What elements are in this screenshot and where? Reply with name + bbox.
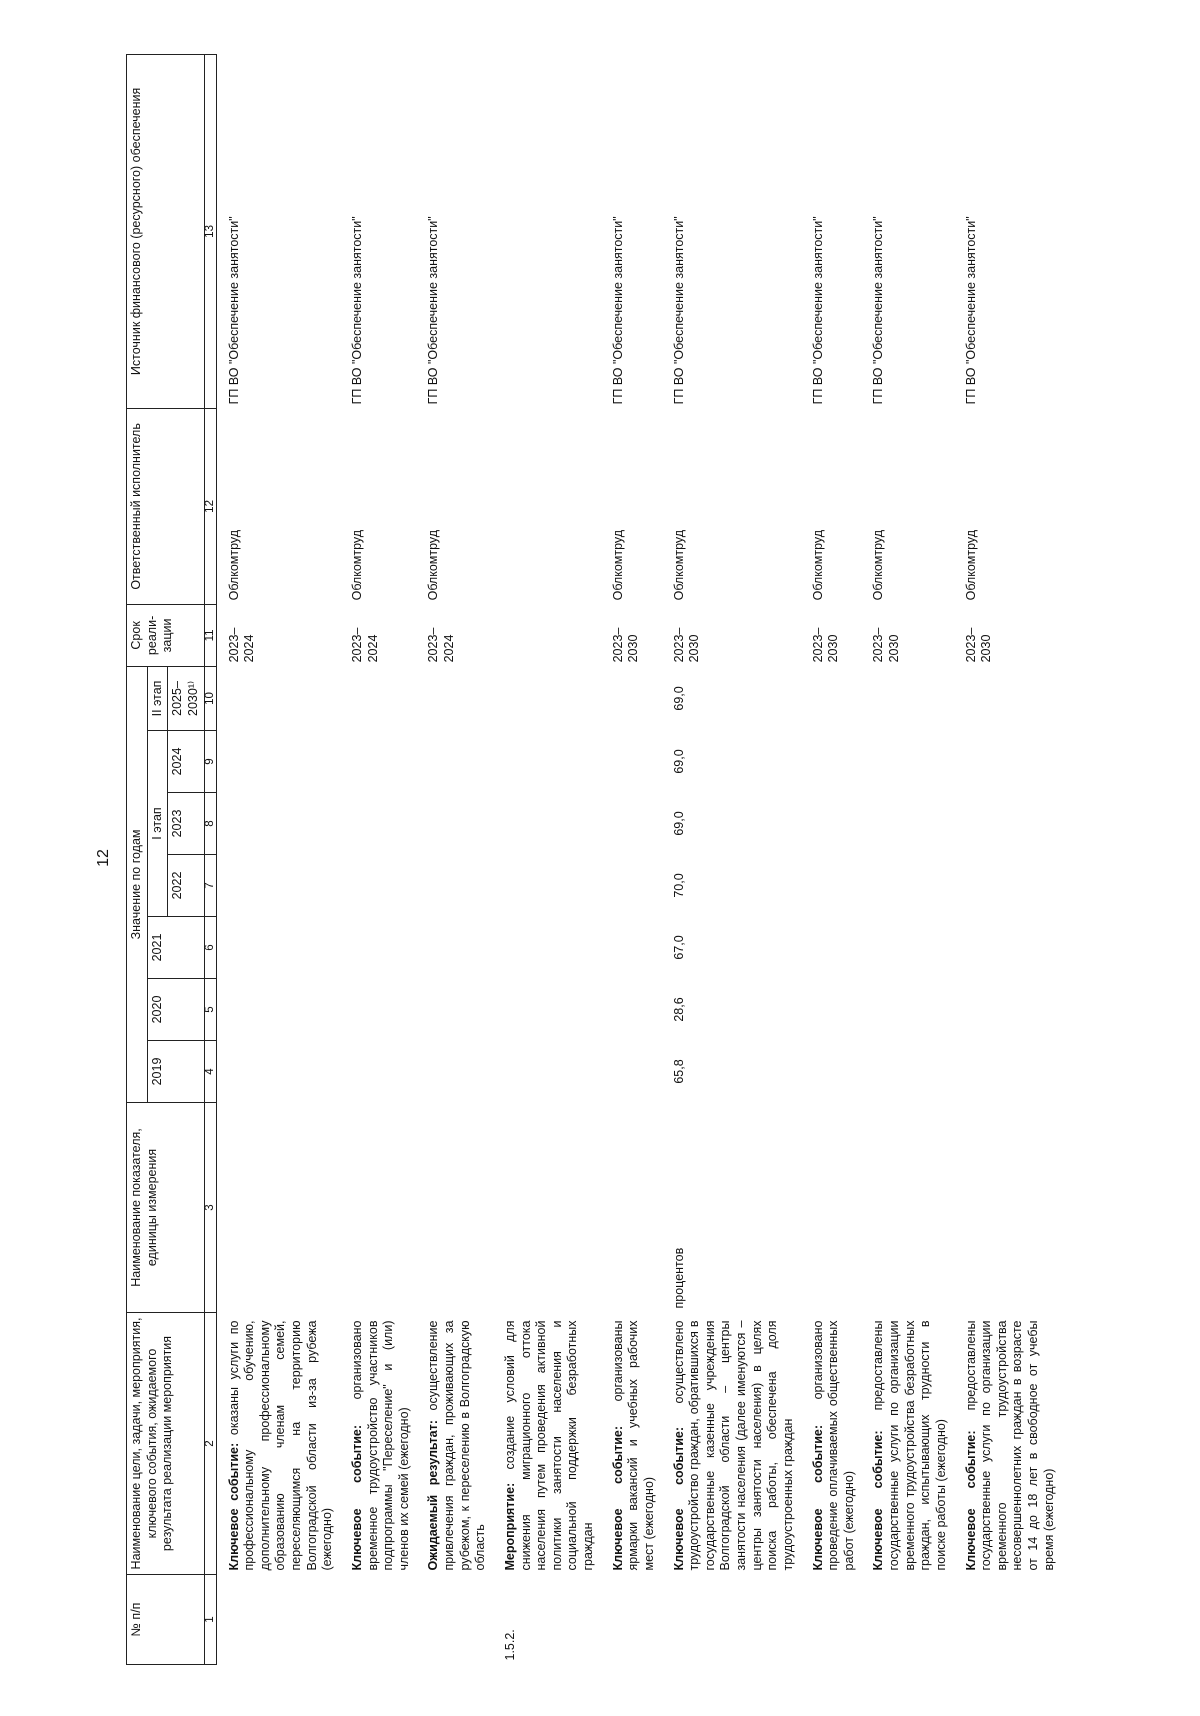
row-value-2021 xyxy=(601,917,662,979)
row-value-2020 xyxy=(216,979,340,1041)
row-value-2024 xyxy=(416,731,493,793)
row-code xyxy=(416,1575,493,1665)
header-name: Наименование цели, задачи, мероприятия, ключевого события, ожидаемого результата реализации мероприятия xyxy=(127,1313,205,1575)
row-value-2025 xyxy=(493,666,601,730)
column-number: 6 xyxy=(204,917,216,979)
row-name xyxy=(601,1313,662,1575)
table-row xyxy=(416,54,493,1664)
row-value-2024 xyxy=(216,731,340,793)
header-stage2: II этап xyxy=(147,666,168,730)
row-value-2019 xyxy=(216,1041,340,1103)
row-kind: Ключевое событие: xyxy=(226,1442,241,1571)
row-value-2025 xyxy=(954,666,1062,730)
row-code xyxy=(601,1575,662,1665)
row-term: 2023–2030 xyxy=(871,627,901,663)
row-source: ГП ВО "Обеспечение занятости" xyxy=(426,216,441,405)
table-row xyxy=(216,54,340,1664)
column-number: 3 xyxy=(204,1103,216,1313)
row-value-2025 xyxy=(801,666,862,730)
row-code: 1.5.2. xyxy=(502,1629,517,1661)
row-value-2025: 69,0 xyxy=(671,686,686,711)
row-kind: Ключевое событие: xyxy=(810,1424,825,1571)
row-text: осуществление привлечения граждан, проживающих за рубежом, к переселению в Волгоградскую область xyxy=(426,1320,488,1571)
row-executor: Облкомтруд xyxy=(671,529,686,601)
row-term: 2023–2024 xyxy=(426,627,456,663)
row-unit xyxy=(493,1103,601,1313)
row-value-2020: 28,6 xyxy=(671,997,686,1022)
row-unit xyxy=(801,1103,862,1313)
row-value-2019 xyxy=(493,1041,601,1103)
row-unit: процентов xyxy=(671,1247,686,1309)
row-value-2021: 67,0 xyxy=(671,935,686,960)
column-number: 9 xyxy=(204,731,216,793)
row-value-2022 xyxy=(601,855,662,917)
row-unit xyxy=(601,1103,662,1313)
column-number: 1 xyxy=(204,1575,216,1665)
table-row xyxy=(954,54,1062,1664)
row-value-2024 xyxy=(861,731,953,793)
row-value-2025 xyxy=(340,666,417,730)
header-2020: 2020 xyxy=(147,979,204,1041)
row-value-2019 xyxy=(801,1041,862,1103)
table-header xyxy=(127,54,217,1664)
row-value-2024 xyxy=(493,731,601,793)
row-value-2022 xyxy=(340,855,417,917)
column-number: 10 xyxy=(204,666,216,730)
row-value-2020 xyxy=(340,979,417,1041)
table-row xyxy=(493,54,601,1664)
row-kind: Ключевое событие: xyxy=(871,1430,886,1571)
row-text: организовано временное трудоустройство участников подпрограммы "Переселение" и (или) членов их семей (ежегодно) xyxy=(349,1320,411,1571)
row-name xyxy=(340,1313,417,1575)
column-number: 5 xyxy=(204,979,216,1041)
row-value-2025 xyxy=(216,666,340,730)
row-term: 2023–2030 xyxy=(610,627,641,663)
program-table xyxy=(126,54,1061,1665)
row-value-2020 xyxy=(954,979,1062,1041)
row-term: 2023–2030 xyxy=(963,627,994,663)
row-executor xyxy=(493,408,601,604)
row-executor: Облкомтруд xyxy=(610,529,625,601)
row-source: ГП ВО "Обеспечение занятости" xyxy=(349,216,364,405)
row-text: предоставлены государственные услуги по организации временного трудоустройства несовершеннолетних граждан в возрасте от 14 до 18 лет в свободное от учебы время (ежегодно) xyxy=(963,1320,1056,1571)
row-kind: Мероприятие: xyxy=(502,1482,517,1571)
row-value-2021 xyxy=(493,917,601,979)
row-value-2019 xyxy=(861,1041,953,1103)
row-text: оказаны услуги по профессиональному обучению, дополнительному профессиональному образованию членам семей, переселяющимся на территорию Волгоградской области из-за рубежа (ежегодно) xyxy=(226,1320,335,1571)
header-num: № п/п xyxy=(127,1575,205,1665)
row-value-2023 xyxy=(493,793,601,855)
row-value-2022 xyxy=(493,855,601,917)
table-row xyxy=(601,54,662,1664)
row-unit xyxy=(340,1103,417,1313)
row-unit xyxy=(416,1103,493,1313)
row-source: ГП ВО "Обеспечение занятости" xyxy=(226,216,241,405)
row-kind: Ключевое событие: xyxy=(671,1427,686,1571)
row-value-2020 xyxy=(493,979,601,1041)
row-value-2019 xyxy=(340,1041,417,1103)
header-source: Источник финансового (ресурсного) обеспечения xyxy=(127,54,205,408)
row-value-2022 xyxy=(861,855,953,917)
row-term: 2023–2024 xyxy=(226,627,257,663)
row-source: ГП ВО "Обеспечение занятости" xyxy=(871,216,886,405)
row-value-2023 xyxy=(216,793,340,855)
row-unit xyxy=(861,1103,953,1313)
row-value-2024 xyxy=(801,731,862,793)
row-source xyxy=(493,54,601,408)
table-row xyxy=(340,54,417,1664)
row-executor: Облкомтруд xyxy=(349,529,364,601)
header-2024: 2024 xyxy=(168,731,204,793)
row-source: ГП ВО "Обеспечение занятости" xyxy=(963,216,978,405)
row-value-2022 xyxy=(416,855,493,917)
row-value-2025 xyxy=(861,666,953,730)
row-value-2023 xyxy=(801,793,862,855)
header-2023: 2023 xyxy=(168,793,204,855)
row-text: предоставлены государственные услуги по организации временного трудоустройства безработных граждан, испытывающих трудности в поиске работы (ежегодно) xyxy=(871,1320,948,1571)
row-name xyxy=(662,1313,801,1575)
row-name xyxy=(954,1313,1062,1575)
row-text: осуществлено трудоустройство граждан, обратившихся в государственные казенные учреждения Волгоградской области – центры занятости населения (далее именуются – центры занятости населения) в целях поиска работы, обеспечена доля трудоустроенных граждан xyxy=(671,1320,795,1571)
row-name xyxy=(861,1313,953,1575)
column-number: 4 xyxy=(204,1041,216,1103)
row-code xyxy=(861,1575,953,1665)
row-executor: Облкомтруд xyxy=(226,529,241,601)
row-unit xyxy=(954,1103,1062,1313)
header-2021: 2021 xyxy=(147,917,204,979)
column-number: 8 xyxy=(204,793,216,855)
row-value-2025 xyxy=(601,666,662,730)
row-value-2024 xyxy=(954,731,1062,793)
row-value-2022 xyxy=(216,855,340,917)
header-2022: 2022 xyxy=(168,855,204,917)
row-code xyxy=(662,1575,801,1665)
row-term: 2023–2024 xyxy=(349,627,380,663)
row-text: организованы ярмарки вакансий и учебных рабочих мест (ежегодно) xyxy=(610,1320,656,1571)
column-number: 12 xyxy=(204,408,216,604)
row-value-2023 xyxy=(601,793,662,855)
row-kind: Ключевое событие: xyxy=(963,1430,978,1571)
row-kind: Ожидаемый результат: xyxy=(426,1420,441,1571)
header-unit: Наименование показателя, единицы измерения xyxy=(127,1103,205,1313)
table-row xyxy=(662,54,801,1664)
row-name xyxy=(801,1313,862,1575)
column-number: 13 xyxy=(204,54,216,408)
row-code xyxy=(216,1575,340,1665)
row-value-2021 xyxy=(861,917,953,979)
column-number: 11 xyxy=(204,604,216,666)
row-code xyxy=(340,1575,417,1665)
row-code xyxy=(954,1575,1062,1665)
row-value-2020 xyxy=(601,979,662,1041)
table-row xyxy=(801,54,862,1664)
row-value-2020 xyxy=(861,979,953,1041)
row-value-2021 xyxy=(416,917,493,979)
row-term xyxy=(493,604,601,666)
rotated-table-wrapper xyxy=(126,87,1086,1665)
header-stage1: I этап xyxy=(147,731,168,917)
table-row xyxy=(861,54,953,1664)
row-text: организовано проведение оплачиваемых общественных работ (ежегодно) xyxy=(810,1320,856,1571)
row-value-2019 xyxy=(954,1041,1062,1103)
row-kind: Ключевое событие: xyxy=(610,1425,625,1571)
row-value-2022 xyxy=(801,855,862,917)
row-unit xyxy=(216,1103,340,1313)
row-value-2021 xyxy=(954,917,1062,979)
row-executor: Облкомтруд xyxy=(810,529,825,601)
row-name xyxy=(216,1313,340,1575)
row-executor: Облкомтруд xyxy=(871,529,886,601)
row-value-2023: 69,0 xyxy=(671,811,686,836)
header-2025-2030: 2025–2030¹⁾ xyxy=(168,666,204,730)
row-value-2022: 70,0 xyxy=(671,873,686,898)
row-value-2019 xyxy=(416,1041,493,1103)
page-number: 12 xyxy=(95,849,112,867)
row-term: 2023–2030 xyxy=(671,627,702,663)
row-value-2020 xyxy=(801,979,862,1041)
row-value-2024 xyxy=(340,731,417,793)
row-name xyxy=(493,1313,601,1575)
row-source: ГП ВО "Обеспечение занятости" xyxy=(610,216,625,405)
header-term: Срок реали-зации xyxy=(127,604,205,666)
row-value-2021 xyxy=(340,917,417,979)
row-value-2023 xyxy=(340,793,417,855)
row-value-2020 xyxy=(416,979,493,1041)
row-source: ГП ВО "Обеспечение занятости" xyxy=(671,216,686,405)
row-code xyxy=(801,1575,862,1665)
row-value-2025 xyxy=(416,666,493,730)
row-value-2023 xyxy=(416,793,493,855)
row-value-2022 xyxy=(954,855,1062,917)
row-value-2023 xyxy=(861,793,953,855)
row-value-2021 xyxy=(216,917,340,979)
row-value-2024: 69,0 xyxy=(671,749,686,774)
row-source: ГП ВО "Обеспечение занятости" xyxy=(810,216,825,405)
row-value-2019: 65,8 xyxy=(671,1059,686,1084)
header-executor: Ответственный исполнитель xyxy=(127,408,205,604)
header-values-by-year: Значение по годам xyxy=(127,666,148,1102)
column-number: 2 xyxy=(204,1313,216,1575)
row-kind: Ключевое событие: xyxy=(349,1424,364,1571)
table-body xyxy=(216,54,1061,1664)
row-value-2024 xyxy=(601,731,662,793)
row-executor: Облкомтруд xyxy=(426,529,441,601)
header-2019: 2019 xyxy=(147,1041,204,1103)
row-executor: Облкомтруд xyxy=(963,529,978,601)
row-value-2019 xyxy=(601,1041,662,1103)
row-term: 2023–2030 xyxy=(810,627,841,663)
row-name xyxy=(416,1313,493,1575)
row-value-2021 xyxy=(801,917,862,979)
column-number: 7 xyxy=(204,855,216,917)
row-text: создание условий для снижения миграционного оттока населения путем проведения активной политики занятости населения и социальной поддержки безработных граждан xyxy=(502,1320,595,1571)
column-number-row xyxy=(204,54,216,1664)
row-value-2023 xyxy=(954,793,1062,855)
